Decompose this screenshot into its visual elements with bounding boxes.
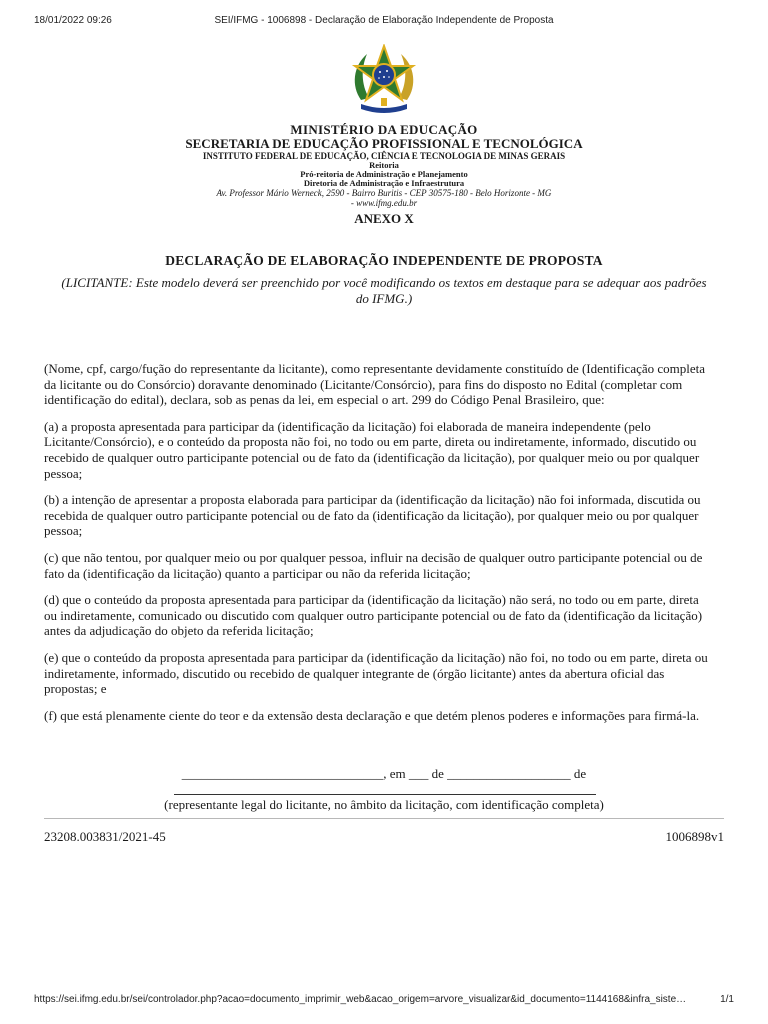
signature-date-line: _______________________________, em ___ de ___________________ de [181,766,587,781]
directorate-name: Diretoria de Administração e Infraestrutura [303,178,465,188]
clause-a: (a) a proposta apresentada para participar da (identificação da licitação) foi elaborada de maneira independente (pelo Licitante/Consórcio), e o conteúdo da proposta não foi, no todo ou em parte, direta ou indiretamente, informado, discutido ou recebido de qualquer outro participante potencial ou de fato da (identificação da licitação), por qualquer meio ou por qualquer pessoa; [44,418,700,481]
clause-b: (b) a intenção de apresentar a proposta elaborada para participar da (identificação da licitação) não foi informada, discutida ou recebida de qualquer outro participante potencial ou de fato da (identificação da licitação), por qualquer meio ou por qualquer pessoa; [44,492,701,539]
ministry-name: MINISTÉRIO DA EDUCAÇÃO [290,122,478,137]
signature-caption: (representante legal do licitante, no âmbito da licitação, com identificação completa) [164,797,604,812]
instruction-note: (LICITANTE: Este modelo deverá ser preenchido por você modificando os textos em destaque para se adequar aos padrões do IFMG.) [61,275,707,306]
footer-divider [44,818,724,819]
clause-f: (f) que está plenamente ciente do teor e da extensão desta declaração e que detém plenos poderes e informações para firmá-la. [44,707,700,723]
pro-rectory-name: Pró-reitoria de Administração e Planejamento [300,169,468,179]
process-number: 23208.003831/2021-45 [44,829,166,844]
document-id: 1006898v1 [665,829,724,844]
clause-c: (c) que não tentou, por qualquer meio ou por qualquer pessoa, influir na decisão de qualquer outro participante potencial ou de fato da (identificação da licitação) quanto a participar ou não da referida licitação; [44,549,703,581]
document-title: DECLARAÇÃO DE ELABORAÇÃO INDEPENDENTE DE PROPOSTA [165,253,603,268]
clause-e: (e) que o conteúdo da proposta apresentada para participar da (identificação da licitação) não foi, no todo ou em parte, direta ou indiretamente, informado, discutido ou recebido de qualquer integrante de (órgão licitante) antes da abertura oficial das propostas; e [44,649,708,697]
institution-website: - www.ifmg.edu.br [350,198,418,208]
annex-label: ANEXO X [354,211,414,226]
page-number: 1/1 [720,994,734,1005]
print-datetime: 18/01/2022 09:26 [34,15,112,26]
institution-header [100,122,668,208]
brazil-coat-of-arms-icon [347,44,421,118]
signature-rule [174,794,596,795]
secretariat-name: SECRETARIA DE EDUCAÇÃO PROFISSIONAL E TECNOLÓGICA [185,136,583,151]
central-disc [373,64,395,86]
rectory-name: Reitoria [369,160,399,170]
intro-paragraph: (Nome, cpf, cargo/fução do representante da licitante), como representante devidamente constituído de (Identificação completa da licitante ou do Consórcio) doravante denominado (Licitante/Consórcio), para fins do disposto no Edital (completar com identificação do edital), declara, sob as penas da lei, em especial o art. 299 do Código Penal Brasileiro, que: [44,361,706,408]
institute-name: INSTITUTO FEDERAL DE EDUCAÇÃO, CIÊNCIA E TECNOLOGIA DE MINAS GERAIS [202,151,566,161]
declaration-body [44,361,712,734]
institution-address: Av. Professor Mário Werneck, 2590 - Bairro Buritis - CEP 30575-180 - Belo Horizonte - MG [216,188,552,198]
clause-d: (d) que o conteúdo da proposta apresentada para participar da (identificação da licitação) não será, no todo ou em parte, direta ou indiretamente, comunicado ou discutido com qualquer outro participante potencial ou de fato da (identificação da licitação) antes da adjudicação do objeto da referida licitação; [44,592,703,639]
print-title: SEI/IFMG - 1006898 - Declaração de Elaboração Independente de Proposta [214,15,554,26]
print-url: https://sei.ifmg.edu.br/sei/controlador.php?acao=documento_imprimir_web&acao_origem=arvore_visualizar&id_documento=1144168&infra_siste… [34,994,687,1005]
